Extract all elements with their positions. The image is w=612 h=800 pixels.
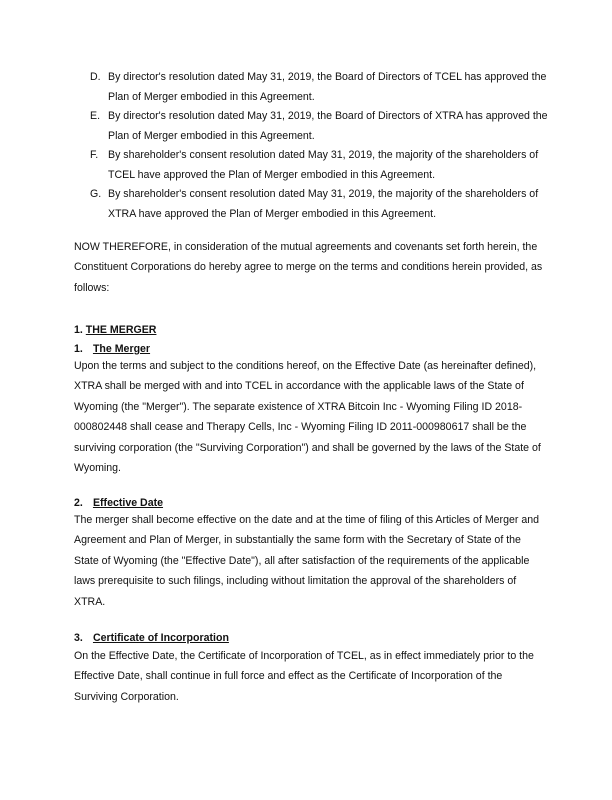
section-title: The Merger bbox=[92, 343, 151, 355]
article-title: THE MERGER bbox=[85, 324, 157, 336]
recitals-list bbox=[90, 68, 550, 224]
section-number: 2. bbox=[74, 497, 83, 509]
recital-text: By shareholder's consent resolution dated May 31, 2019, the majority of the shareholders of XTRA have approved the Plan of Merger embodied in this Agreement. bbox=[108, 188, 539, 220]
recital-text: By director's resolution dated May 31, 2019, the Board of Directors of TCEL has approved the Plan of Merger embodied in this Agreement. bbox=[108, 71, 547, 103]
section-number: 1. bbox=[74, 343, 83, 355]
section-3-body: On the Effective Date, the Certificate of Incorporation of TCEL, as in effect immediately prior to the Effective Date, shall continue in full force and effect as the Certificate of Incorporation of the Surviving Corporation. bbox=[74, 650, 534, 703]
recital-letter: E. bbox=[90, 110, 101, 122]
section-1-heading bbox=[74, 341, 150, 357]
section-1-body: Upon the terms and subject to the conditions hereof, on the Effective Date (as hereinafter defined), XTRA shall be merged with and into TCEL in accordance with the applicable laws of the State of Wyoming (the "Merger"). The separate existence of XTRA Bitcoin Inc - Wyoming Filing ID 2018-000802448 shall cease and Therapy Cells, Inc - Wyoming Filing ID 2011-000980617 shall be the surviving corporation (the "Surviving Corporation") and shall be governed by the laws of the State of Wyoming. bbox=[74, 360, 541, 475]
section-title: Certificate of Incorporation bbox=[92, 632, 229, 644]
article-heading bbox=[74, 322, 156, 338]
recital-letter: D. bbox=[90, 71, 101, 83]
section-3-heading bbox=[74, 630, 229, 646]
recital-text: By director's resolution dated May 31, 2019, the Board of Directors of XTRA has approved the Plan of Merger embodied in this Agreement. bbox=[108, 110, 548, 142]
section-number: 3. bbox=[74, 632, 83, 644]
section-2-body: The merger shall become effective on the date and at the time of filing of this Articles of Merger and Agreement and Plan of Merger, in substantially the same form with the Secretary of State of the State of Wyoming (the "Effective Date"), all after satisfaction of the requirements of the applicable laws prerequisite to such filings, including without limitation the approval of the shareholders of XTRA. bbox=[74, 514, 540, 608]
recital-e bbox=[90, 107, 550, 146]
recital-g bbox=[90, 185, 550, 224]
section-2-heading bbox=[74, 495, 163, 511]
recital-text: By shareholder's consent resolution dated May 31, 2019, the majority of the shareholders of TCEL have approved the Plan of Merger embodied in this Agreement. bbox=[108, 149, 539, 181]
recital-f bbox=[90, 146, 550, 185]
now-therefore-paragraph: NOW THEREFORE, in consideration of the mutual agreements and covenants set forth herein, the Constituent Corporations do hereby agree to merge on the terms and conditions herein provided, as follows: bbox=[74, 241, 543, 294]
recital-d bbox=[90, 68, 550, 107]
recital-letter: F. bbox=[90, 149, 99, 161]
section-title: Effective Date bbox=[92, 497, 164, 509]
recital-letter: G. bbox=[90, 188, 102, 200]
article-number: 1. bbox=[74, 324, 83, 336]
